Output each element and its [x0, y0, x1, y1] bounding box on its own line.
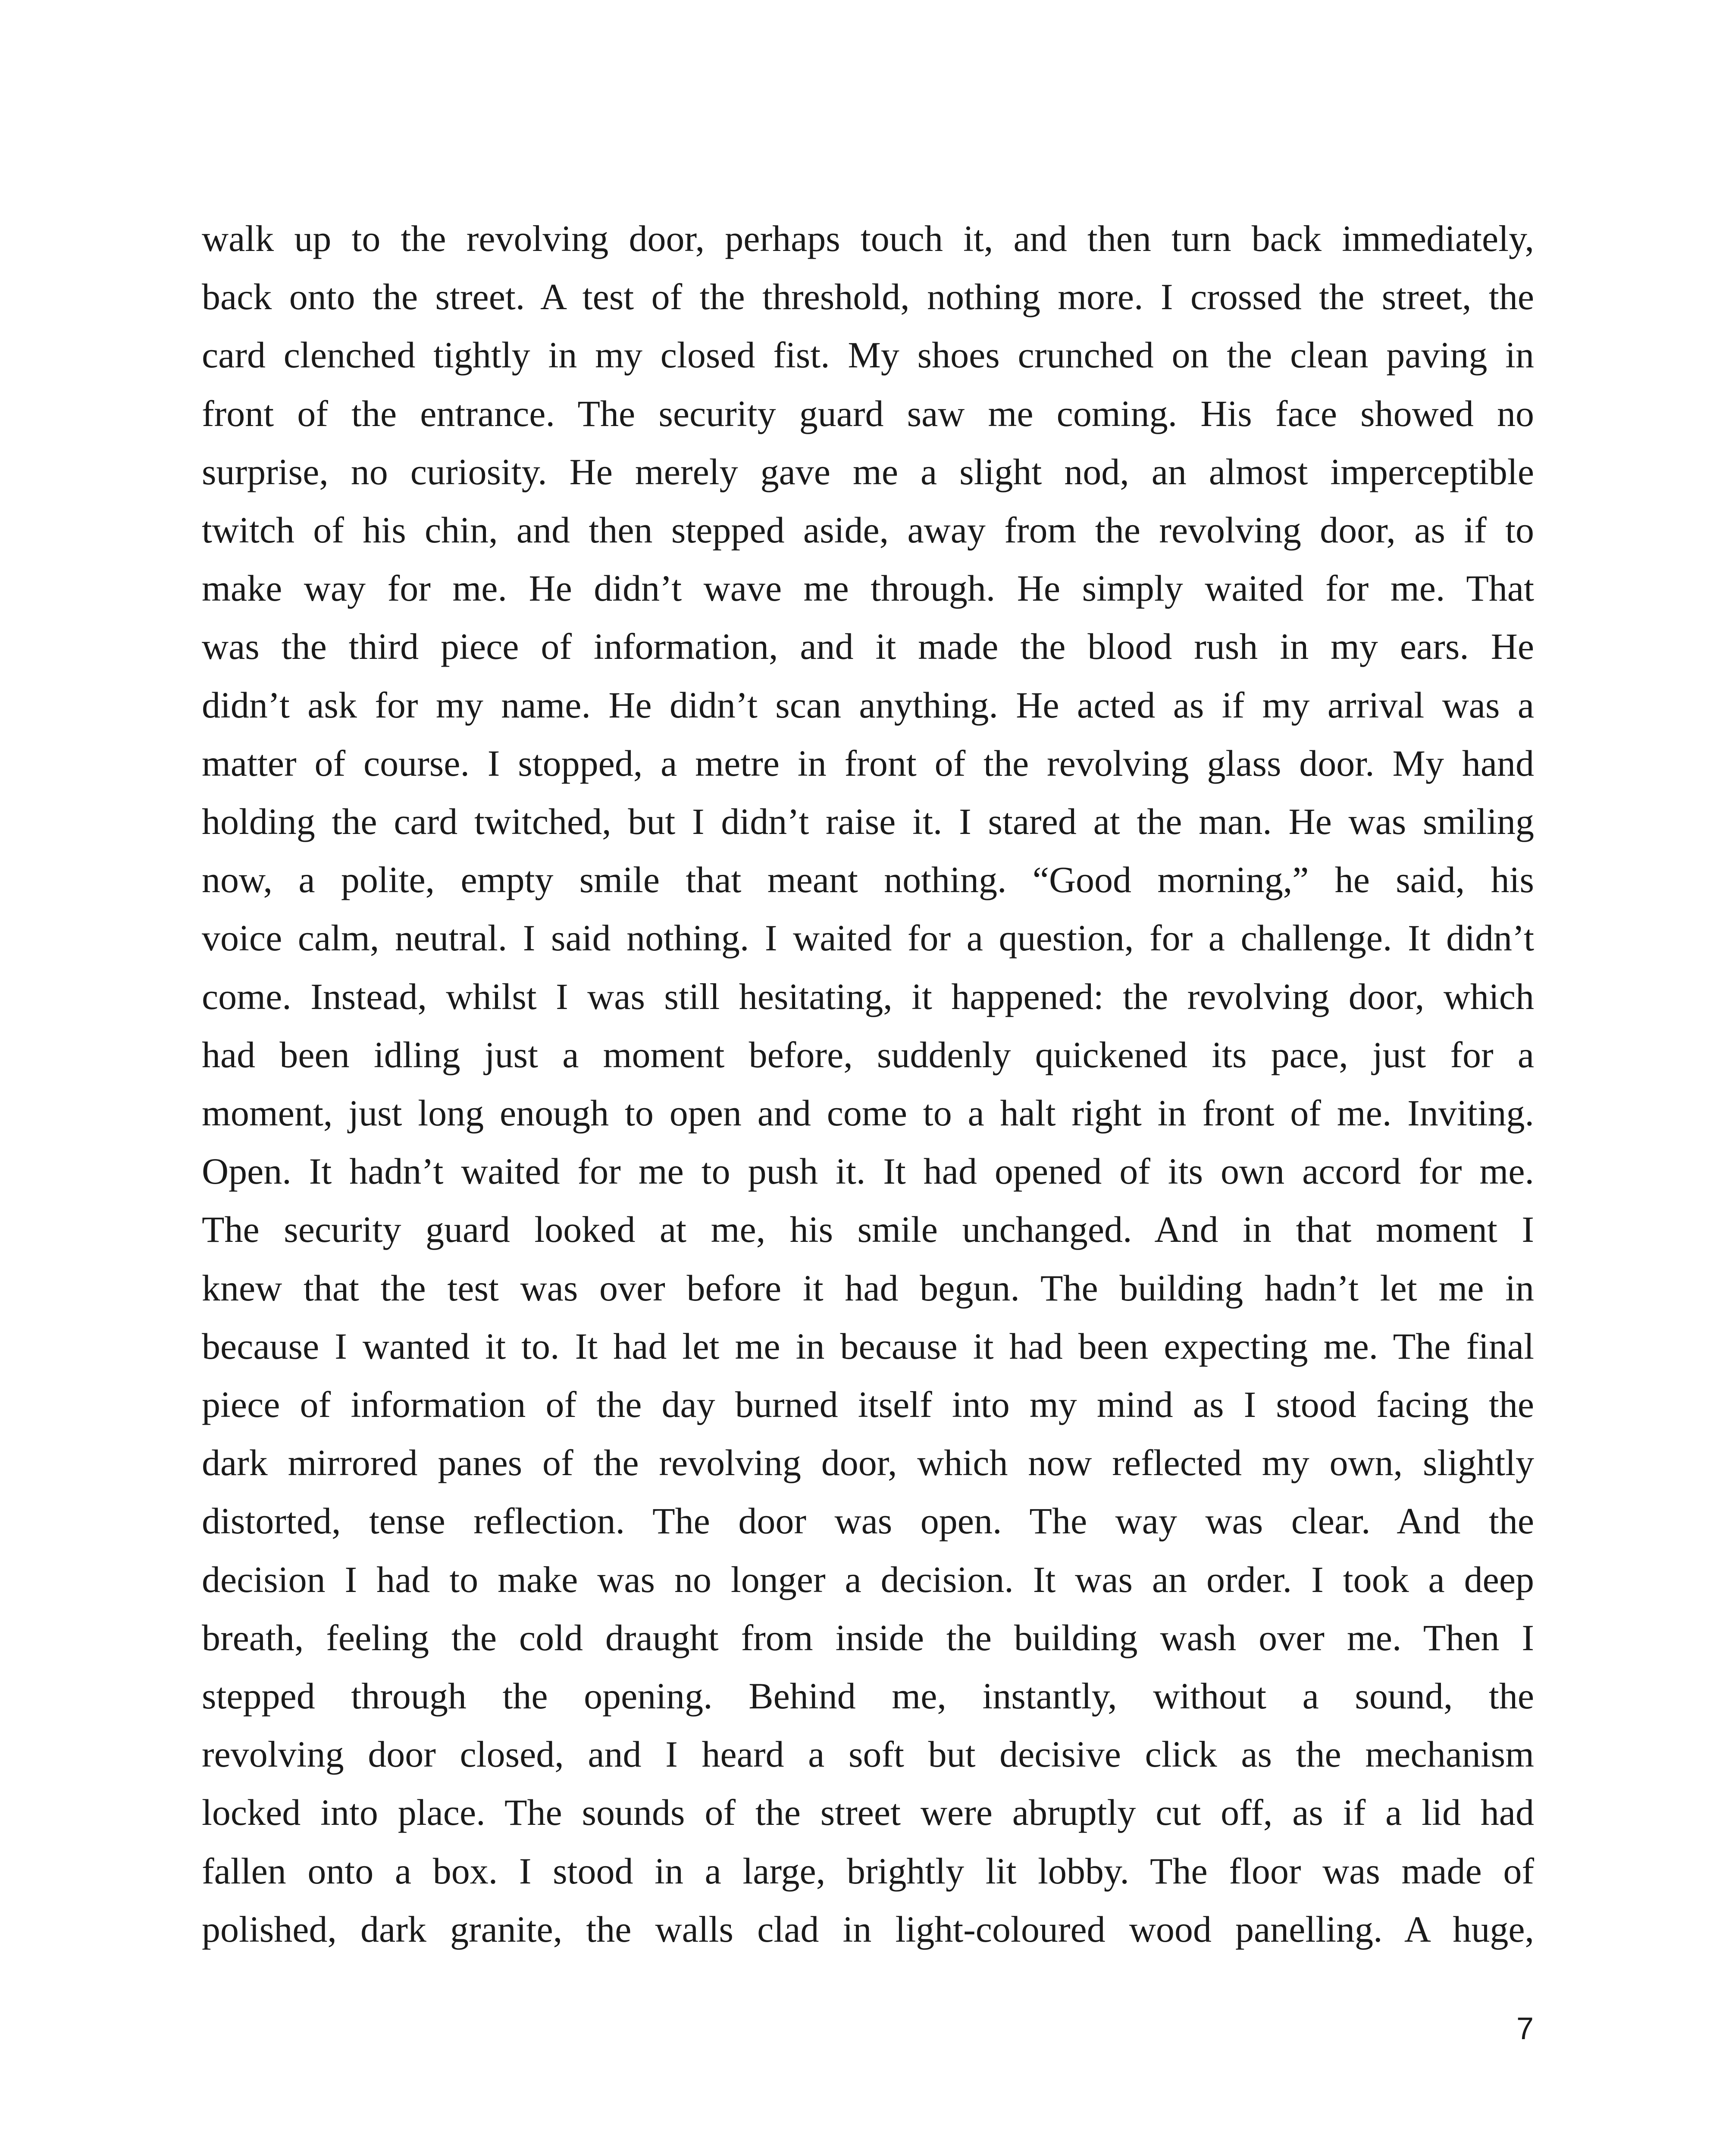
text-line: had been idling just a moment before, suddenly quickened its pace, just for a	[202, 1034, 1534, 1075]
text-line: decision I had to make was no longer a decision. It was an order. I took a deep	[202, 1558, 1534, 1600]
text-line: polished, dark granite, the walls clad in light-coloured wood panelling. A huge,	[202, 1908, 1534, 1950]
text-line: card clenched tightly in my closed fist. My shoes crunched on the clean paving in	[202, 334, 1534, 376]
text-line: was the third piece of information, and it made the blood rush in my ears. He	[202, 626, 1534, 667]
text-line: now, a polite, empty smile that meant nothing. “Good morning,” he said, his	[202, 859, 1534, 901]
text-line: The security guard looked at me, his smile unchanged. And in that moment I	[202, 1209, 1534, 1250]
text-line: surprise, no curiosity. He merely gave me a slight nod, an almost imperceptible	[202, 451, 1534, 492]
text-line: distorted, tense reflection. The door was open. The way was clear. And the	[202, 1500, 1534, 1542]
text-line: Open. It hadn’t waited for me to push it. It had opened of its own accord for me.	[202, 1150, 1534, 1192]
text-line: because I wanted it to. It had let me in because it had been expecting me. The final	[202, 1325, 1534, 1367]
text-line: back onto the street. A test of the threshold, nothing more. I crossed the street, the	[202, 276, 1534, 318]
text-line: piece of information of the day burned itself into my mind as I stood facing the	[202, 1384, 1534, 1426]
text-line: holding the card twitched, but I didn’t raise it. I stared at the man. He was smiling	[202, 801, 1534, 843]
text-line: moment, just long enough to open and come to a halt right in front of me. Inviting.	[202, 1092, 1534, 1134]
text-line: matter of course. I stopped, a metre in front of the revolving glass door. My hand	[202, 742, 1534, 784]
page-number: 7	[1516, 2012, 1534, 2046]
text-line: knew that the test was over before it had begun. The building hadn’t let me in	[202, 1267, 1534, 1309]
text-line: come. Instead, whilst I was still hesitating, it happened: the revolving door, which	[202, 975, 1534, 1017]
text-line: breath, feeling the cold draught from inside the building wash over me. Then I	[202, 1617, 1534, 1658]
text-line: make way for me. He didn’t wave me through. He simply waited for me. That	[202, 567, 1534, 609]
text-line: revolving door closed, and I heard a soft but decisive click as the mechanism	[202, 1733, 1534, 1775]
text-line: twitch of his chin, and then stepped aside, away from the revolving door, as if to	[202, 509, 1534, 551]
text-line: front of the entrance. The security guard saw me coming. His face showed no	[202, 392, 1534, 434]
text-line: fallen onto a box. I stood in a large, brightly lit lobby. The floor was made of	[202, 1850, 1534, 1892]
text-line: didn’t ask for my name. He didn’t scan anything. He acted as if my arrival was a	[202, 684, 1534, 726]
text-line: voice calm, neutral. I said nothing. I waited for a question, for a challenge. It didn’t	[202, 917, 1534, 959]
text-line: locked into place. The sounds of the street were abruptly cut off, as if a lid had	[202, 1792, 1534, 1833]
text-line: stepped through the opening. Behind me, instantly, without a sound, the	[202, 1675, 1534, 1717]
text-line: walk up to the revolving door, perhaps touch it, and then turn back immediately,	[202, 218, 1534, 259]
text-line: dark mirrored panes of the revolving door, which now reflected my own, slightly	[202, 1442, 1534, 1484]
body-text	[202, 210, 1534, 1959]
